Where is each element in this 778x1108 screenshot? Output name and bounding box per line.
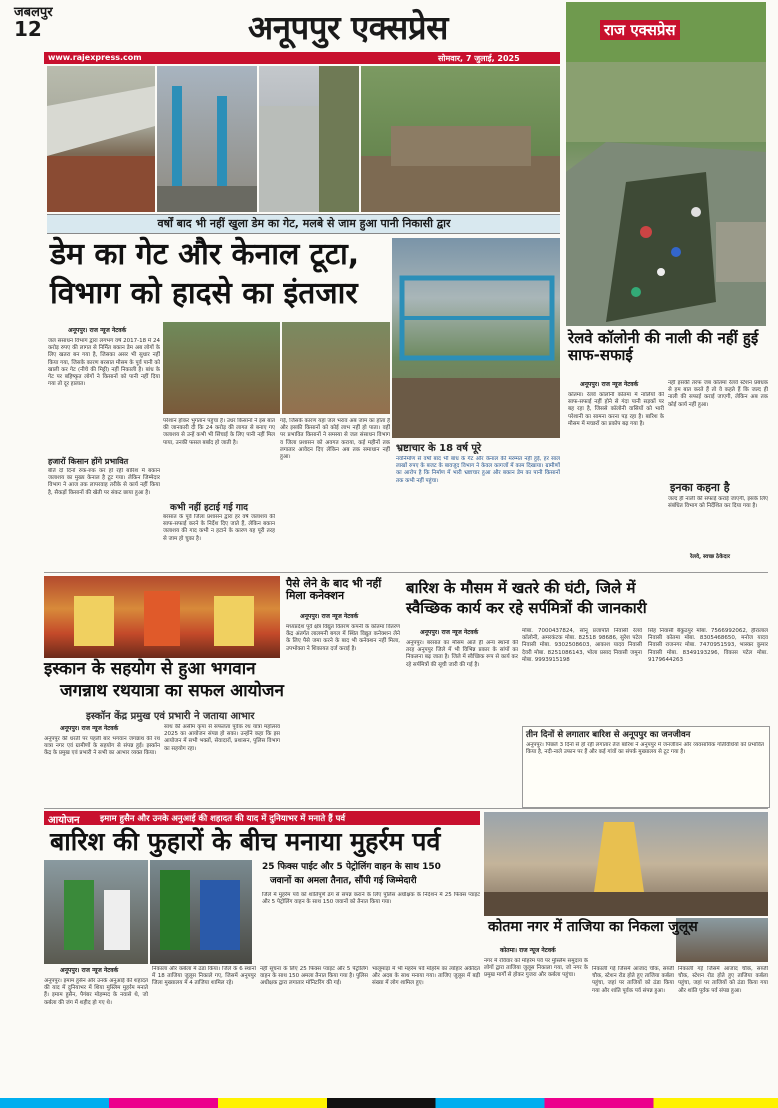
muharram-headline: बारिश की फुहारों के बीच मनाया मुहर्रम पर्व: [50, 827, 441, 856]
website-link[interactable]: www.rajexpress.com: [48, 53, 142, 62]
drain-illustration: [566, 2, 766, 326]
dam-caption-title: भ्रष्टाचार के 18 वर्ष पूरे: [396, 443, 482, 454]
kotma-headline: कोतमा नगर में ताजिया का निकला जुलूस: [488, 919, 698, 935]
section-divider: [44, 572, 768, 573]
railway-col1: कोतमा। रेलवे कॉलोनी कोतमा में नालियों की साफ-सफाई नहीं होने से गंदा पानी सड़कों पर बह रहा है, जिससे कॉलोनी वासियों को भारी परेशानी का सामना करना पड़ रहा है। बारिश के मौसम में मच्छरों का प्रकोप बढ़ गया है।: [568, 392, 664, 427]
kotma-byline: कोतमा। राज न्यूज नेटवर्क: [500, 947, 556, 954]
electricity-headline: पैसे लेने के बाद भी नहीं मिला कनेक्शन: [286, 577, 382, 603]
iskcon-headline-2: जगन्नाथ रथयात्रा का सफल आयोजन: [60, 681, 284, 701]
dam-col1b: बीते दो दिनों रुक-रुक कर हो रही बारिश में बकान जलाशय का मुख्य केनाल है टूट गया। लेकिन जिम्मेदार विभाग ने आज तक लापरवाह तरीके से कार्य नहीं किया है, सैकड़ों किसानों की खेती पर संकट छाया हुआ है।: [48, 468, 160, 496]
dam-col1: जल संसाधन विभाग द्वारा लगभग वर्ष 2017-18 में 24 करोड़ रुपए की लागत से निर्मित बकान डेम अब लोगों के लिए खतरा बन गया है, जिसका असर भी सुधार नहीं किया गया, जिसके कारण बरसात मौसम के पूर्व पानी को खाली कर गेट (नीचे की मिट्टी) नहीं निकाली है। बांध के गेट पर बहिष्कृत लोगों ने किसानों को पानी नहीं दिया गया तो दूर हालात।: [48, 338, 160, 388]
railway-drain-photo: [566, 2, 766, 326]
iskcon-sub: इस्कॉन केंद्र प्रमुख एवं प्रभारी ने जताया आभार: [86, 711, 255, 722]
sarpmitra-headline-1: बारिश के मौसम में खतरे की घंटी, जिले में: [406, 579, 636, 597]
muharram-col1: अनूपपुर। इमाम हुसैन और उनके अनुआई की शहादत की याद में दुनियाभर में शिया मुस्लिम मुहर्रम मनाते हैं। इमाम हुसैन, पैगंबर मोहम्मद के नवासे थे, जो कर्बला की जंग में शहीद हो गए थे।: [44, 978, 148, 1006]
brand-text: राज एक्सप्रेस: [600, 20, 680, 40]
kotma-col2: निकाली गई जिसमें आजाद चौक, सब्जी चौक, स्टेशन रोड होते हुए ताजिया कर्बला पहुंचा, जहां पर ताजियों को ठंडा किया गया और शांति पूर्वक पर्व संपन्न हुआ।: [592, 966, 674, 994]
dam-col1-sub: हजारों किसान होंगे प्रभावित: [48, 457, 129, 466]
kotma-photo: [484, 812, 768, 916]
dam-col2b: बरसात के पूर्व जिला प्रशासन द्वारा हर वर्ष जलाशय की साफ-सफाई करने के निर्देश दिए जाते हैं, लेकिन बकान जलाशय की गाद कभी न हटाने के कारण यह पूरी तरह से जाम हो चुका है।: [163, 514, 275, 542]
kotma-col3: निकाली गई जिसमें आजाद चौक, सब्जी चौक, स्टेशन रोड होते हुए ताजिया कर्बला पहुंचा, जहां पर ताजियों को ठंडा किया गया और शांति पूर्वक पर्व संपन्न हुआ।: [678, 966, 768, 994]
muharram-kicker: इमाम हुसैन और उनके अनुआई की शहादत की याद में दुनियाभर में मनाते हैं पर्व: [100, 814, 346, 824]
sarpmitra-col2: मोबा. 7000437824, सोनू प्रजापति निवासी रेलवे कॉलोनी, अमरकंटक मोबा. 82518 98686, सुरेश पटेल निवासी मोबा. 9302508603, आकाश यादव निवासी देवरी मोबा. 8251086143, भोला प्रसाद निवासी जमुना मोबा. 9993915198: [522, 628, 642, 663]
dam-col3: गई, जिसके कारण यहां जल भराव अब जाम का होता है और इसकी किसानों को कोई लाभ नहीं हो पाता। वहीं पर प्रभावित किसानों ने समस्या से जल संसाधन विभाग व जिला प्रशासन को अवगत कराया, कई महीनों तक लगातार आवेदन दिए लेकिन अब तक समाधान नहीं हुआ।: [280, 418, 390, 461]
sarpmitra-byline: अनूपपुर। राज न्यूज नेटवर्क: [420, 629, 479, 636]
issue-date: सोमवार, 7 जुलाई, 2025: [438, 54, 520, 63]
iskcon-col1: अनूपपुर की धरती पर पहली बार भगवान जगन्नाथ की रथ यात्रा नगर एवं ग्रामीणों के सहयोग से संपन्न हुई। इस्कॉन केंद्र के प्रमुख एवं प्रभारी ने सभी का आभार व्यक्त किया।: [44, 736, 160, 757]
iskcon-byline: अनूपपुर। राज न्यूज नेटवर्क: [60, 725, 119, 732]
dam-caption-text: नवनिर्माण से वर्षों बाद भी बांध के गेट और केनाल की मरम्मत नहीं हुई, हर साल लाखों रुपए के बजट के बावजूद विभाग ने केवल कागजों में काम दिखाया। ग्रामीणों का आरोप है कि निर्माण में भारी भ्रष्टाचार हुआ और बकान डेम का पानी किसानों तक कभी नहीं पहुंचा।: [396, 456, 560, 484]
muharram-photo-1: [44, 860, 148, 964]
sarpmitra-col1: अनूपपुर। बरसात का मौसम आते ही अन्य स्थानों की तरह अनूपपुर जिले में भी विभिन्न प्रकार के सांपों का निकलना बढ़ जाता है। जिले में स्वैच्छिक रूप से कार्य कर रहे सर्पमित्रों की सूची जारी की गई है।: [406, 640, 518, 668]
electricity-text: मध्यप्रदेश पूर्व क्षेत्र विद्युत वितरण कंपनी के कोतमा वितरण केंद्र अंतर्गत लालमनी बगल में स्थित विद्युत कनेक्शन लेने के लिए पैसे जमा करने के बाद भी कनेक्शन नहीं मिला, उपभोक्ता ने शिकायत दर्ज कराई है।: [286, 624, 400, 652]
police-headline-1: 25 फिक्स पाईट और 5 पेट्रोलिंग वाहन के साथ 150: [262, 862, 441, 872]
dam-photo-6: [282, 322, 390, 414]
print-color-bar: [0, 1098, 778, 1108]
page-number: 12: [14, 17, 42, 41]
dam-col2-sub: कभी नहीं हटाई गई गाद: [170, 503, 248, 513]
dam-photo-3: [259, 66, 359, 212]
iskcon-photo: [44, 576, 280, 658]
railway-quote: जल्द ही नाली की सफाई कराई जाएगी, इसके लिए संबंधित विभाग को निर्देशित कर दिया गया है।: [668, 496, 768, 510]
flood-text: अनूपपुर। पिछले 3 दिनों से हो रही लगातार तेज बारिश ने अनूपपुर में जनजीवन और व्यवसायिक गतिविधियों को प्रभावित किया है, नदी-नाले उफान पर हैं और कई गांवों का संपर्क मुख्यालय से टूट गया है।: [526, 742, 764, 756]
dam-col2: परेशान होकर भुगतान पहुंचा है। उधर किसानों ने इस बात की जानकारी दी कि 24 करोड़ की लागत से बनाए गए जलाशय से उन्हें कभी भी सिंचाई के लिए पानी नहीं मिल पाया, उनकी फसल बर्बाद हो जाती है।: [163, 418, 275, 446]
police-headline-2: जवानों का अमला तैनात, सौंपी गई जिम्मेदारी: [270, 876, 417, 886]
sarpmitra-headline-2: स्वैच्छिक कार्य कर रहे सर्पमित्रों की जानकारी: [406, 599, 647, 617]
electricity-byline: अनूपपुर। राज न्यूज नेटवर्क: [300, 613, 359, 620]
railway-sign: रेलवे, स्वच्छ ठेकेदार: [690, 554, 731, 560]
muharram-col2: निकाला और कर्बला में ठंडा किया। जिले के 6 स्थानों में 18 ताजिया जुलूस निकाले गए, जिसमें अनूपपुर जिला मुख्यालय में 4 ताजिया शामिल रहे।: [152, 966, 256, 987]
dam-photo-2: [157, 66, 257, 212]
masthead-city: जबलपुर: [14, 5, 53, 20]
dam-photo-5: [163, 322, 280, 414]
dam-photo-1: [47, 66, 155, 212]
muharram-col4: भालूमाड़ा में भी महर्रम पर्व मोहर्रम का त्योहार अकीदत और अदब के साथ मनाया गया। ताजिए जुलूस में बड़ी संख्या में लोग शामिल हुए।: [372, 966, 480, 987]
section-divider-2: [44, 808, 768, 809]
dam-headline-1: डेम का गेट और केनाल टूटा,: [50, 237, 360, 272]
kotma-col1: नगर में रविवार को मोहर्रम पर्व पर मुस्लिम समुदाय के लोगों द्वारा ताजिया जुलूस निकाला गया, जो नगर के प्रमुख मार्गों से होकर गुजरा और कर्बला पहुंचा।: [484, 958, 588, 979]
sarpmitra-col3: सिंह निवासी बैकुंठपुर मोबा. 7566992062, हीरालाल निवासी कोतमा मोबा. 8305468650, मनोज यादव निवासी राजनगर मोबा. 7470951593, भास्कर कुमार निवासी मोबा. 8349193296, विकास पटेल मोबा. 9179644263: [648, 628, 768, 663]
railway-headline: रेलवे कॉलोनी की नाली की नहीं हुई साफ-सफाई: [568, 329, 759, 364]
dam-headline-2: विभाग को हादसे का इंतजार: [50, 276, 358, 311]
railway-col2: नहीं इसकी तरफ जब कोतमा रेलवे स्टेशन प्रबंधक से हम बात करते हैं तो वे कहते हैं कि जल्द ही नाली की सफाई कराई जाएगी, लेकिन अब तक कोई कार्य नहीं हुआ।: [668, 380, 768, 408]
muharram-photo-2: [150, 860, 252, 964]
muharram-col3: नहीं सूचना के लिए 25 फिक्स प्वाइंट और 5 पेट्रोलिंग वाहन के साथ 150 अमला तैनात किया गया है। पुलिस अधीक्षक द्वारा लगातार मॉनिटरिंग की गई।: [260, 966, 368, 987]
muharram-label: आयोजन: [48, 815, 80, 826]
railway-sub: इनका कहना है: [670, 481, 730, 494]
dam-kicker: वर्षों बाद भी नहीं खुला डेम का गेट, मलबे से जाम हुआ पानी निकासी द्वार: [157, 217, 451, 230]
dam-byline: अनूपपुर। राज न्यूज नेटवर्क: [68, 327, 127, 334]
brand-label: [600, 20, 680, 40]
muharram-byline: अनूपपुर। राज न्यूज नेटवर्क: [60, 967, 119, 974]
masthead-title: अनूपपुर एक्सप्रेस: [248, 8, 448, 47]
flood-headline: तीन दिनों से लगातार बारिश से अनूपपुर का जनजीवन: [526, 730, 691, 740]
canal-photo: [392, 238, 560, 438]
iskcon-col2: साथ की असीम कृपा से सफलता पूर्वक रथ यात्रा महोत्सव 2025 का आयोजन संपन्न हो सका। उन्होंने कहा कि इस आयोजन में सभी भक्तों, सेवादारों, प्रशासन, पुलिस विभाग का सहयोग रहा।: [164, 724, 280, 752]
police-text: जिले में मुहर्रम पर्व को शांतिपूर्ण ढंग से संपन्न कराने के लिए पुलिस अधीक्षक के निर्देशन में 25 फिक्स प्वाइंट और 5 पेट्रोलिंग वाहन के साथ 150 जवानों को तैनात किया गया।: [262, 892, 480, 906]
iskcon-headline-1: इस्कान के सहयोग से हुआ भगवान: [44, 659, 256, 679]
dam-photo-4: [361, 66, 560, 212]
railway-byline: अनूपपुर। राज न्यूज नेटवर्क: [580, 381, 639, 388]
